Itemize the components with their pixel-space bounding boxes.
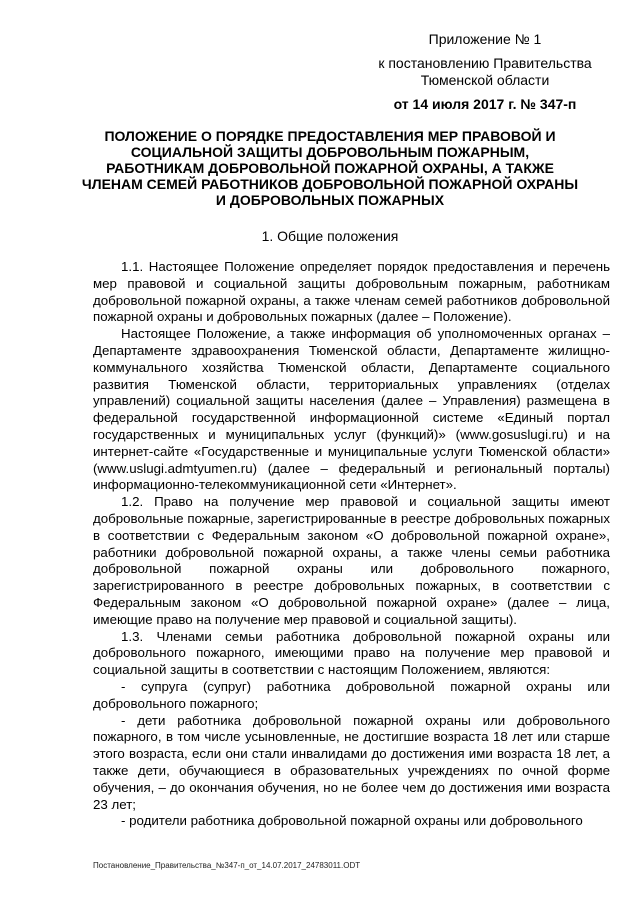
region-name: Тюменской области — [420, 72, 550, 88]
paragraph-1-2: 1.2. Право на получение мер правовой и социальной защиты имеют добровольные пожарные, зарегистрированные в реестре добровольных пожарных в соответствии с Федеральным законом «О добровольной пожарной охране», работники добровольной пожарной охраны, а также члены семьи работника добровольной пожарной охраны или добровольного пожарного, зарегистрированного в реестре добровольных пожарных, в соответствии с Федеральным законом «О добровольной пожарной охране» (далее – лица, имеющие право на получение мер правовой и социальной защиты). — [93, 494, 610, 627]
list-item-children: - дети работника добровольной пожарной охраны или добровольного пожарного, в том числе усыновленные, не достигшие возраста 18 лет или старше этого возраста, если они стали инвалидами до достижения ими возраста 18 лет, а также дети, обучающиеся в образовательных учреждениях по очной форме обучения, – до окончания обучения, но не более чем до достижения ими возраста 23 лет; — [93, 712, 610, 812]
list-item-parents: - родители работника добровольной пожарной охраны или добровольного — [121, 813, 583, 829]
section-heading: 1. Общие положения — [261, 228, 399, 244]
paragraph-publication: Настоящее Положение, а также информация об уполномоченных органах – Департаменте здравоохранения Тюменской области, Департаменте жилищно-коммунального хозяйства Тюменской области, Департаменте социального развития Тюменской области, территориальных управлениях (отделах управлений) социальной защиты населения (далее – Управления) размещена в федеральной государственной информационной системе «Единый портал государственных и муниципальных услуг (функций)» (www.gosuslugi.ru) и на интернет-сайте «Государственные и муниципальные услуги Тюменской области» (www.uslugi.admtyumen.ru) (далее – федеральный и региональный порталы) информационно-телекоммуникационной сети «Интернет». — [93, 326, 610, 493]
paragraph-1-1: 1.1. Настоящее Положение определяет порядок предоставления и перечень мер правовой и социальной защиты добровольным пожарным, работникам добровольной пожарной охраны, а также членам семей работников добровольной пожарной охраны и добровольных пожарных (далее – Положение). — [93, 259, 610, 325]
document-title: ПОЛОЖЕНИЕ О ПОРЯДКЕ ПРЕДОСТАВЛЕНИЯ МЕР ПРАВОВОЙ И СОЦИАЛЬНОЙ ЗАЩИТЫ ДОБРОВОЛЬНЫМ ПОЖАРНЫМ, РАБОТНИКАМ ДОБРОВОЛЬНОЙ ПОЖАРНОЙ ОХРАНЫ, А ТАКЖЕ ЧЛЕНАМ СЕМЕЙ РАБОТНИКОВ ДОБРОВОЛЬНОЙ ПОЖАРНОЙ ОХРАНЫ И ДОБРОВОЛЬНЫХ ПОЖАРНЫХ — [81, 128, 579, 208]
paragraph-1-3: 1.3. Членами семьи работника добровольной пожарной охраны или добровольного пожарного, имеющими право на получение мер правовой и социальной защиты в соответствии с настоящим Положением, являются: — [93, 628, 610, 678]
resolution-reference: к постановлению Правительства — [378, 55, 592, 71]
document-body — [93, 259, 610, 830]
file-name-footer: Постановление_Правительства_№347-п_от_14.07.2017_24783011.ODT — [93, 861, 361, 870]
resolution-date-number: от 14 июля 2017 г. № 347-п — [393, 96, 577, 112]
appendix-label: Приложение № 1 — [428, 31, 542, 47]
list-item-spouse: - супруга (супруг) работника добровольной пожарной охраны или добровольного пожарного; — [93, 678, 610, 711]
